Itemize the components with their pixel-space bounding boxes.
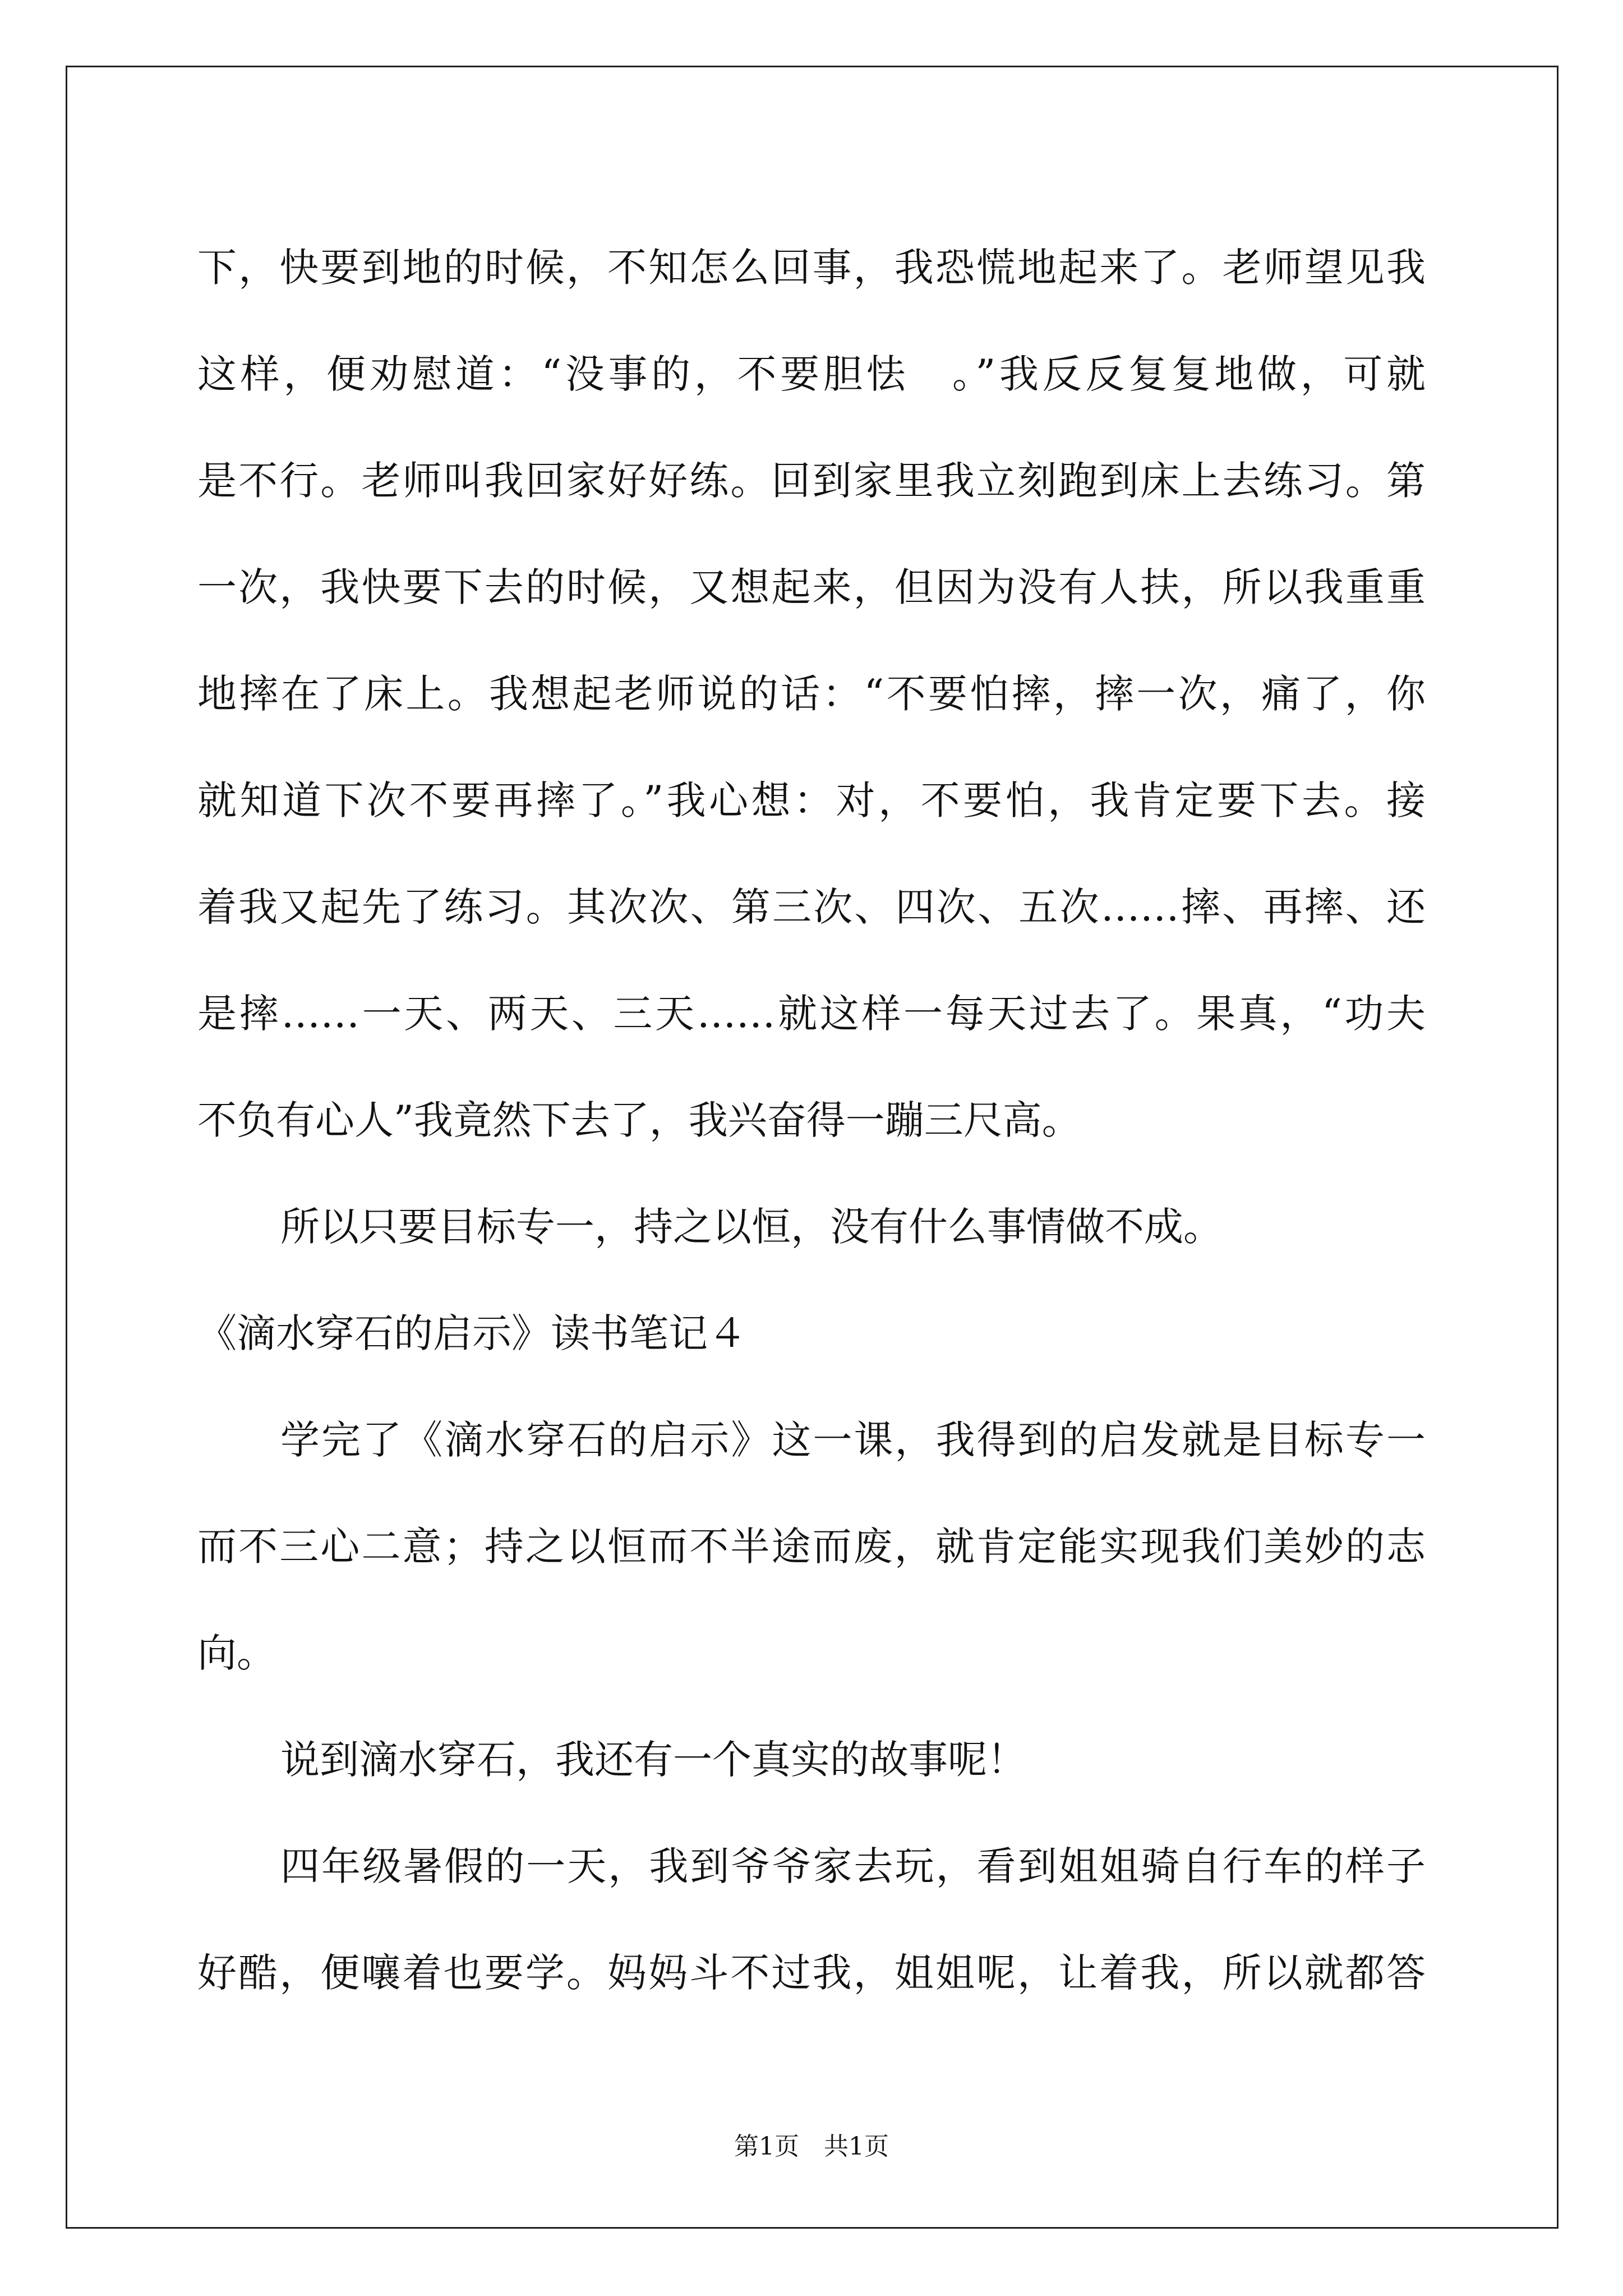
text-line: 向。 (197, 1630, 276, 1676)
text-line: 地摔在了床上。我想起老师说的话：“不要怕摔，摔一次，痛了，你 (197, 671, 1426, 717)
text-line: 是摔……一天、两天、三天……就这样一每天过去了。果真，“功夫 (197, 991, 1426, 1037)
section-heading: 《滴水穿石的启示》读书笔记４ (197, 1310, 747, 1356)
text-line: 下，快要到地的时候，不知怎么回事，我恐慌地起来了。老师望见我 (197, 245, 1426, 291)
text-line: 而不三心二意；持之以恒而不半途而废，就肯定能实现我们美妙的志 (197, 1524, 1426, 1570)
text-line: 着我又起先了练习。其次次、第三次、四次、五次……摔、再摔、还 (197, 884, 1426, 930)
paragraph-line: 四年级暑假的一天，我到爷爷家去玩，看到姐姐骑自行车的样子 (280, 1843, 1426, 1889)
text-line: 就知道下次不要再摔了。”我心想：对，不要怕，我肯定要下去。接 (197, 777, 1426, 823)
text-line: 好酷，便嚷着也要学。妈妈斗不过我，姐姐呢，让着我，所以就都答 (197, 1950, 1426, 1996)
paragraph-line: 所以只要目标专一，持之以恒，没有什么事情做不成。 (280, 1204, 1223, 1250)
paragraph-line: 学完了《滴水穿石的启示》这一课，我得到的启发就是目标专一 (280, 1417, 1426, 1463)
document-body (197, 214, 1426, 2026)
text-line: 一次，我快要下去的时候，又想起来，但因为没有人扶，所以我重重 (197, 564, 1426, 610)
page-number-footer: 第1页 共1页 (734, 2132, 889, 2161)
text-line: 不负有心人”我竟然下去了，我兴奋得一蹦三尺高。 (197, 1097, 1081, 1143)
text-line: 是不行。老师叫我回家好好练。回到家里我立刻跑到床上去练习。第 (197, 458, 1426, 504)
paragraph-line: 说到滴水穿石，我还有一个真实的故事呢！ (280, 1737, 1026, 1783)
text-line: 这样，便劝慰道：“没事的，不要胆怯 。”我反反复复地做，可就 (197, 351, 1426, 397)
